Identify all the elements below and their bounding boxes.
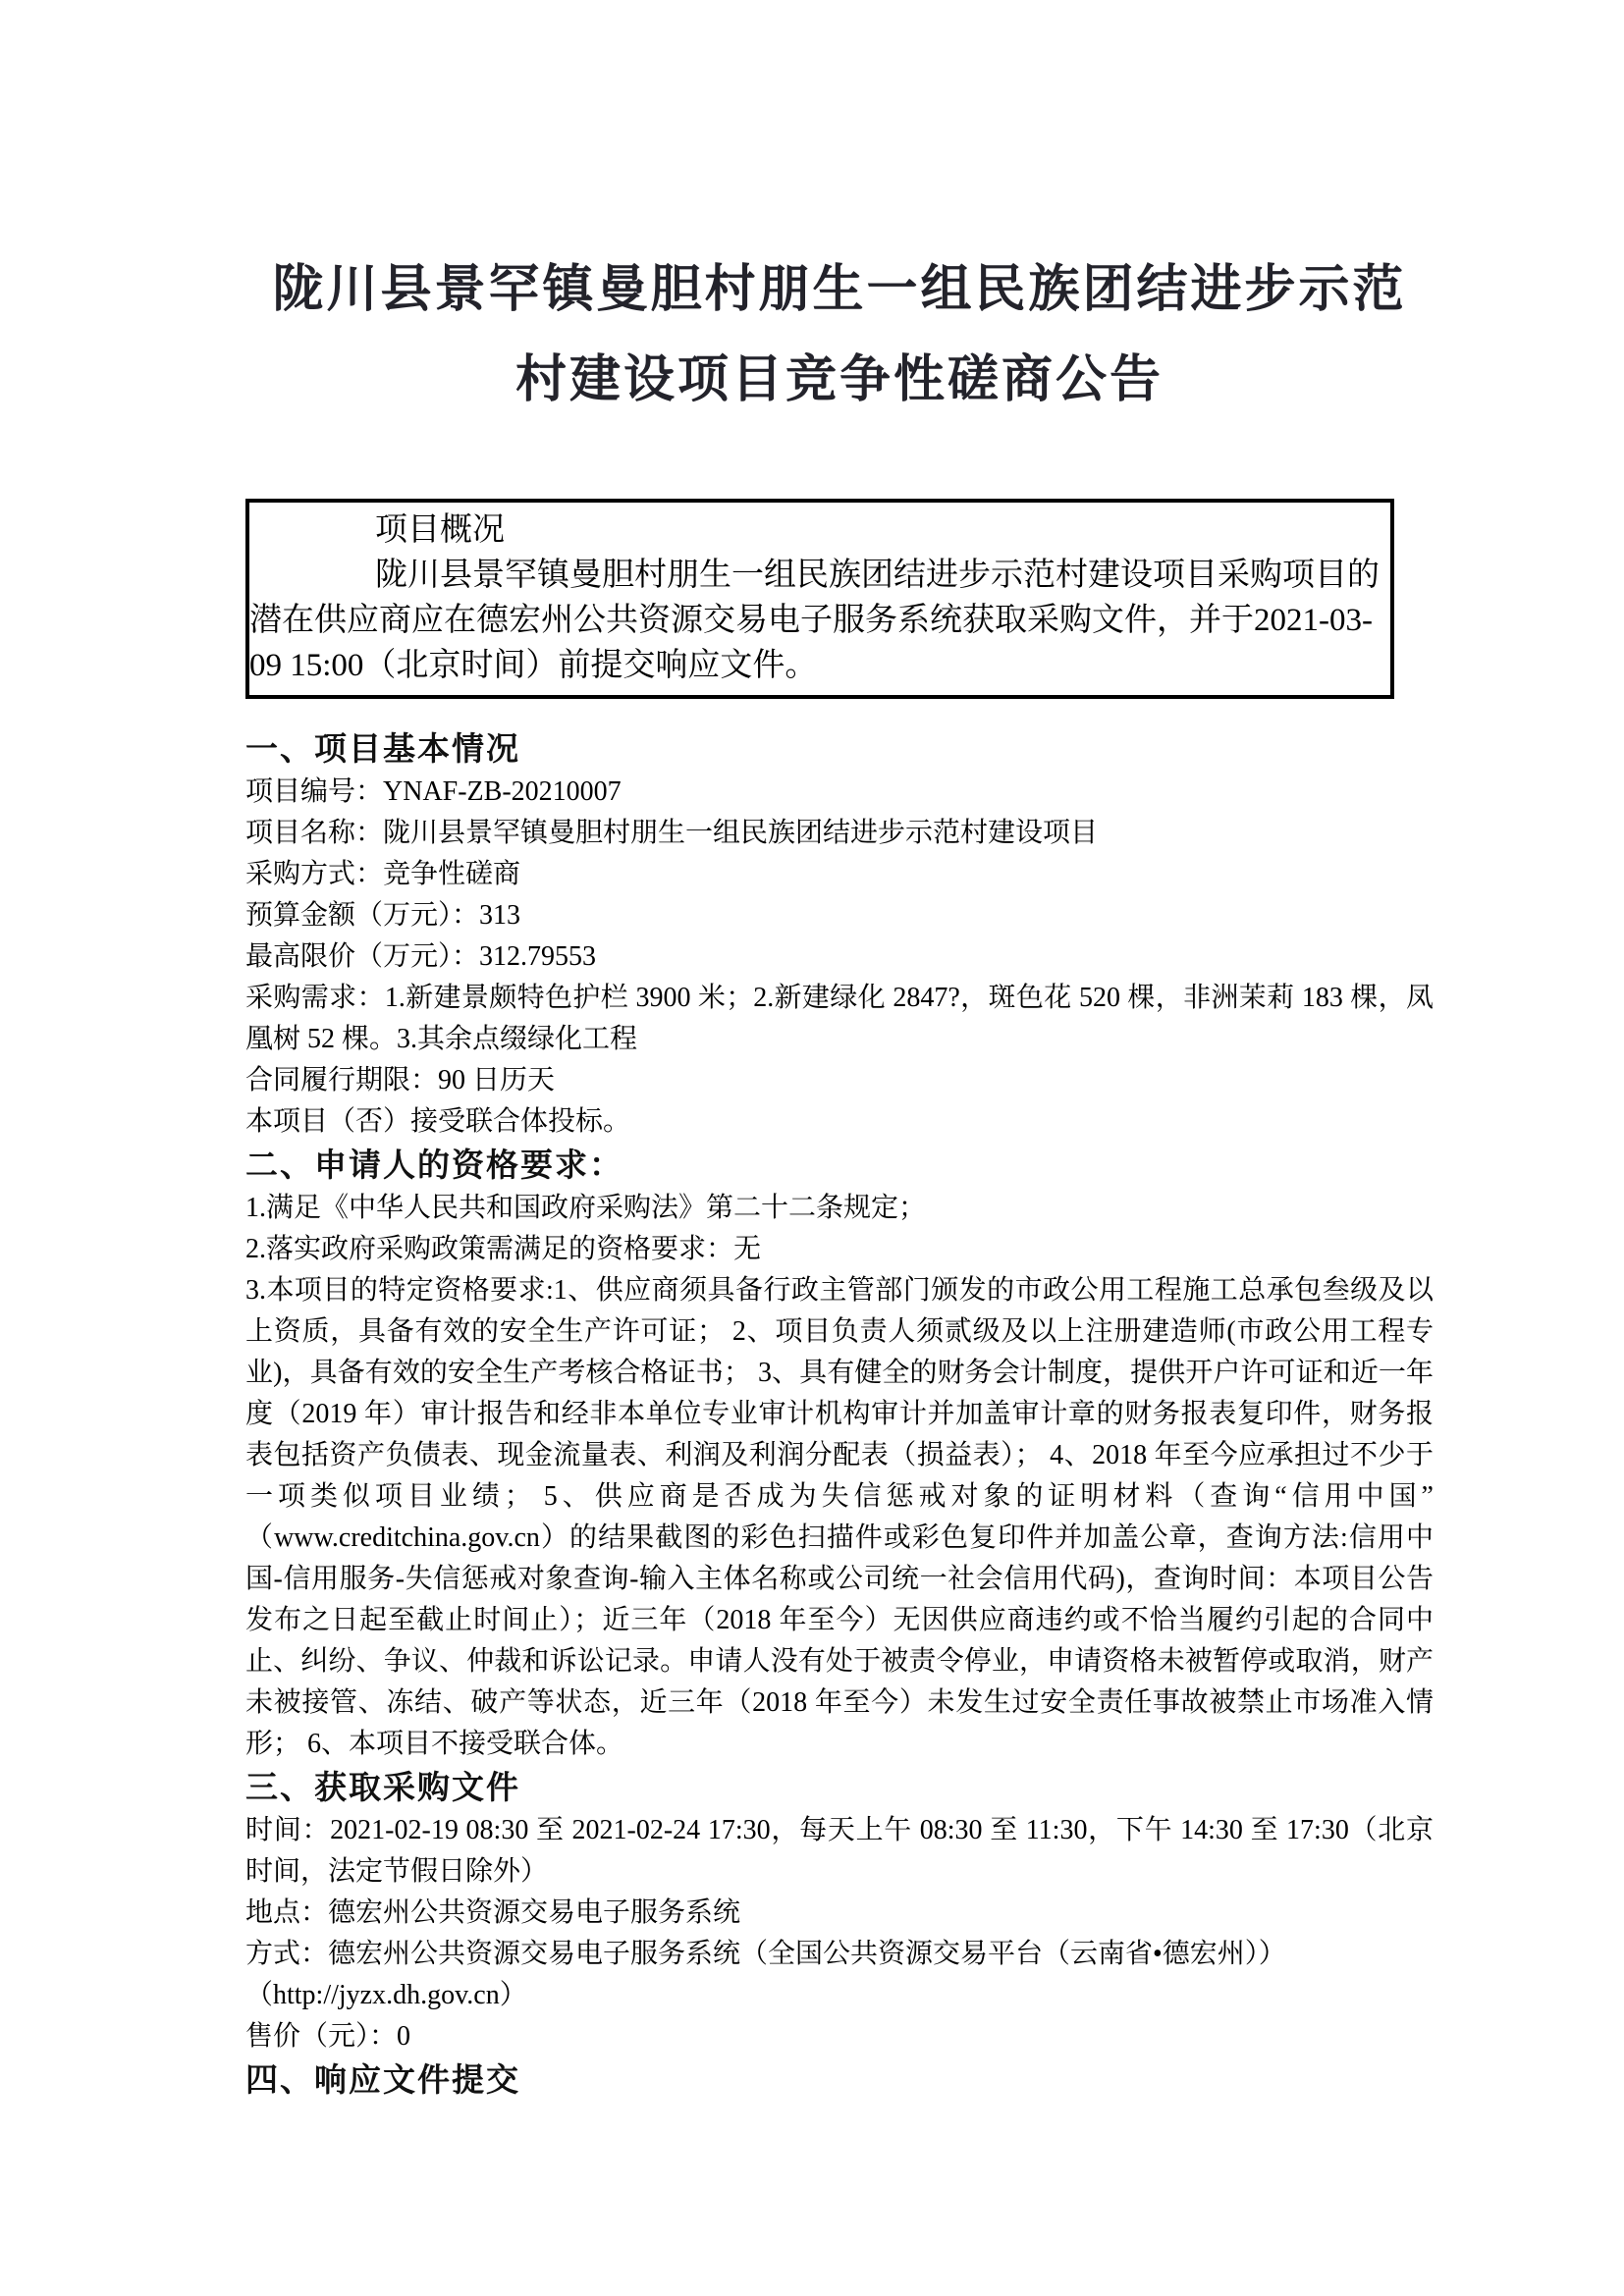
field-consortium-bid: 本项目（否）接受联合体投标。 [245,1106,631,1137]
overview-heading: 项目概况 [375,512,505,548]
section-response-submission [245,2057,1434,2103]
field-budget-amount: 预算金额（万元）：313 [245,900,521,931]
section-heading-qualification: 二、申请人的资格要求： [245,1147,623,1183]
overview-body: 陇川县景罕镇曼胆村朋生一组民族团结进步示范村建设项目采购项目的潜在供应商应在德宏州公共资源交易电子服务系统获取采购文件，并于2021-03-09 15:00（北京时间）前提交响应文件。 [249,558,1380,683]
field-procurement-requirements: 采购需求：1.新建景颇特色护栏 3900 米；2.新建绿化 2847?，斑色花 520 棵，非洲茉莉 183 棵，凤凰树 52 棵。3.其余点缀绿化工程 [245,983,1434,1054]
section-heading-obtain-documents: 三、获取采购文件 [245,1769,520,1805]
qualification-requirement-1: 1.满足《中华人民共和国政府采购法》第二十二条规定； [245,1193,927,1223]
section-heading-response-submission: 四、响应文件提交 [245,2061,520,2098]
field-project-name: 项目名称：陇川县景罕镇曼胆村朋生一组民族团结进步示范村建设项目 [245,818,1099,848]
title-line-2: 村建设项目竞争性磋商公告 [514,352,1164,408]
section-basic-info [245,726,1434,1143]
section-heading-basic-info: 一、项目基本情况 [245,730,520,767]
project-overview-box [245,499,1394,699]
qualification-requirement-3: 3.本项目的特定资格要求:1、供应商须具备行政主管部门颁发的市政公用工程施工总承包叁级及以上资质，具备有效的安全生产许可证； 2、项目负责人须贰级及以上注册建造师(市政公用工程专业)，具备有效的安全生产考核合格证书； 3、具有健全的财务会计制度，提供开户许可证和近一年度（2019 年）审计报告和经非本单位专业审计机构审计并加盖审计章的财务报表复印件，财务报表包括资产负债表、现金流量表、利润及利润分配表（损益表）； 4、2018 年至今应承担过不少于一项类似项目业绩； 5、供应商是否成为失信惩戒对象的证明材料（查询“信用中国”（www.creditchina.gov.cn）的结果截图的彩色扫描件或彩色复印件并加盖公章，查询方法:信用中国-信用服务-失信惩戒对象查询-输入主体名称或公司统一社会信用代码)，查询时间：本项目公告发布之日起至截止时间止）；近三年（2018 年至今）无因供应商违约或不恰当履约引起的合同中止、纠纷、争议、仲裁和诉讼记录。申请人没有处于被责令停业，申请资格未被暂停或取消，财产未被接管、冻结、破产等状态，近三年（2018 年至今）未发生过安全责任事故被禁止市场准入情形； 6、本项目不接受联合体。 [245,1275,1434,1759]
section-obtain-documents [245,1765,1434,2057]
field-contract-duration: 合同履行期限：90 日历天 [245,1065,556,1095]
field-obtain-location: 地点：德宏州公共资源交易电子服务系统 [245,1897,741,1928]
title-line-1: 陇川县景罕镇曼胆村朋生一组民族团结进步示范 [272,262,1407,318]
field-document-price: 售价（元）：0 [245,2021,411,2052]
field-obtain-time: 时间：2021-02-19 08:30 至 2021-02-24 17:30，每天上午 08:30 至 11:30，下午 14:30 至 17:30（北京时间，法定节假日除外） [245,1815,1434,1887]
section-qualification-requirements [245,1143,1434,1765]
qualification-requirement-2: 2.落实政府采购政策需满足的资格要求：无 [245,1234,762,1264]
field-procurement-method: 采购方式：竞争性磋商 [245,859,521,889]
document-title [245,0,1434,426]
field-project-number: 项目编号：YNAF-ZB-20210007 [245,776,622,807]
field-obtain-url: （http://jyzx.dh.gov.cn） [245,1980,527,2010]
field-max-price: 最高限价（万元）：312.79553 [245,941,597,972]
field-obtain-method: 方式：德宏州公共资源交易电子服务系统（全国公共资源交易平台（云南省•德宏州）） [245,1939,1286,1969]
